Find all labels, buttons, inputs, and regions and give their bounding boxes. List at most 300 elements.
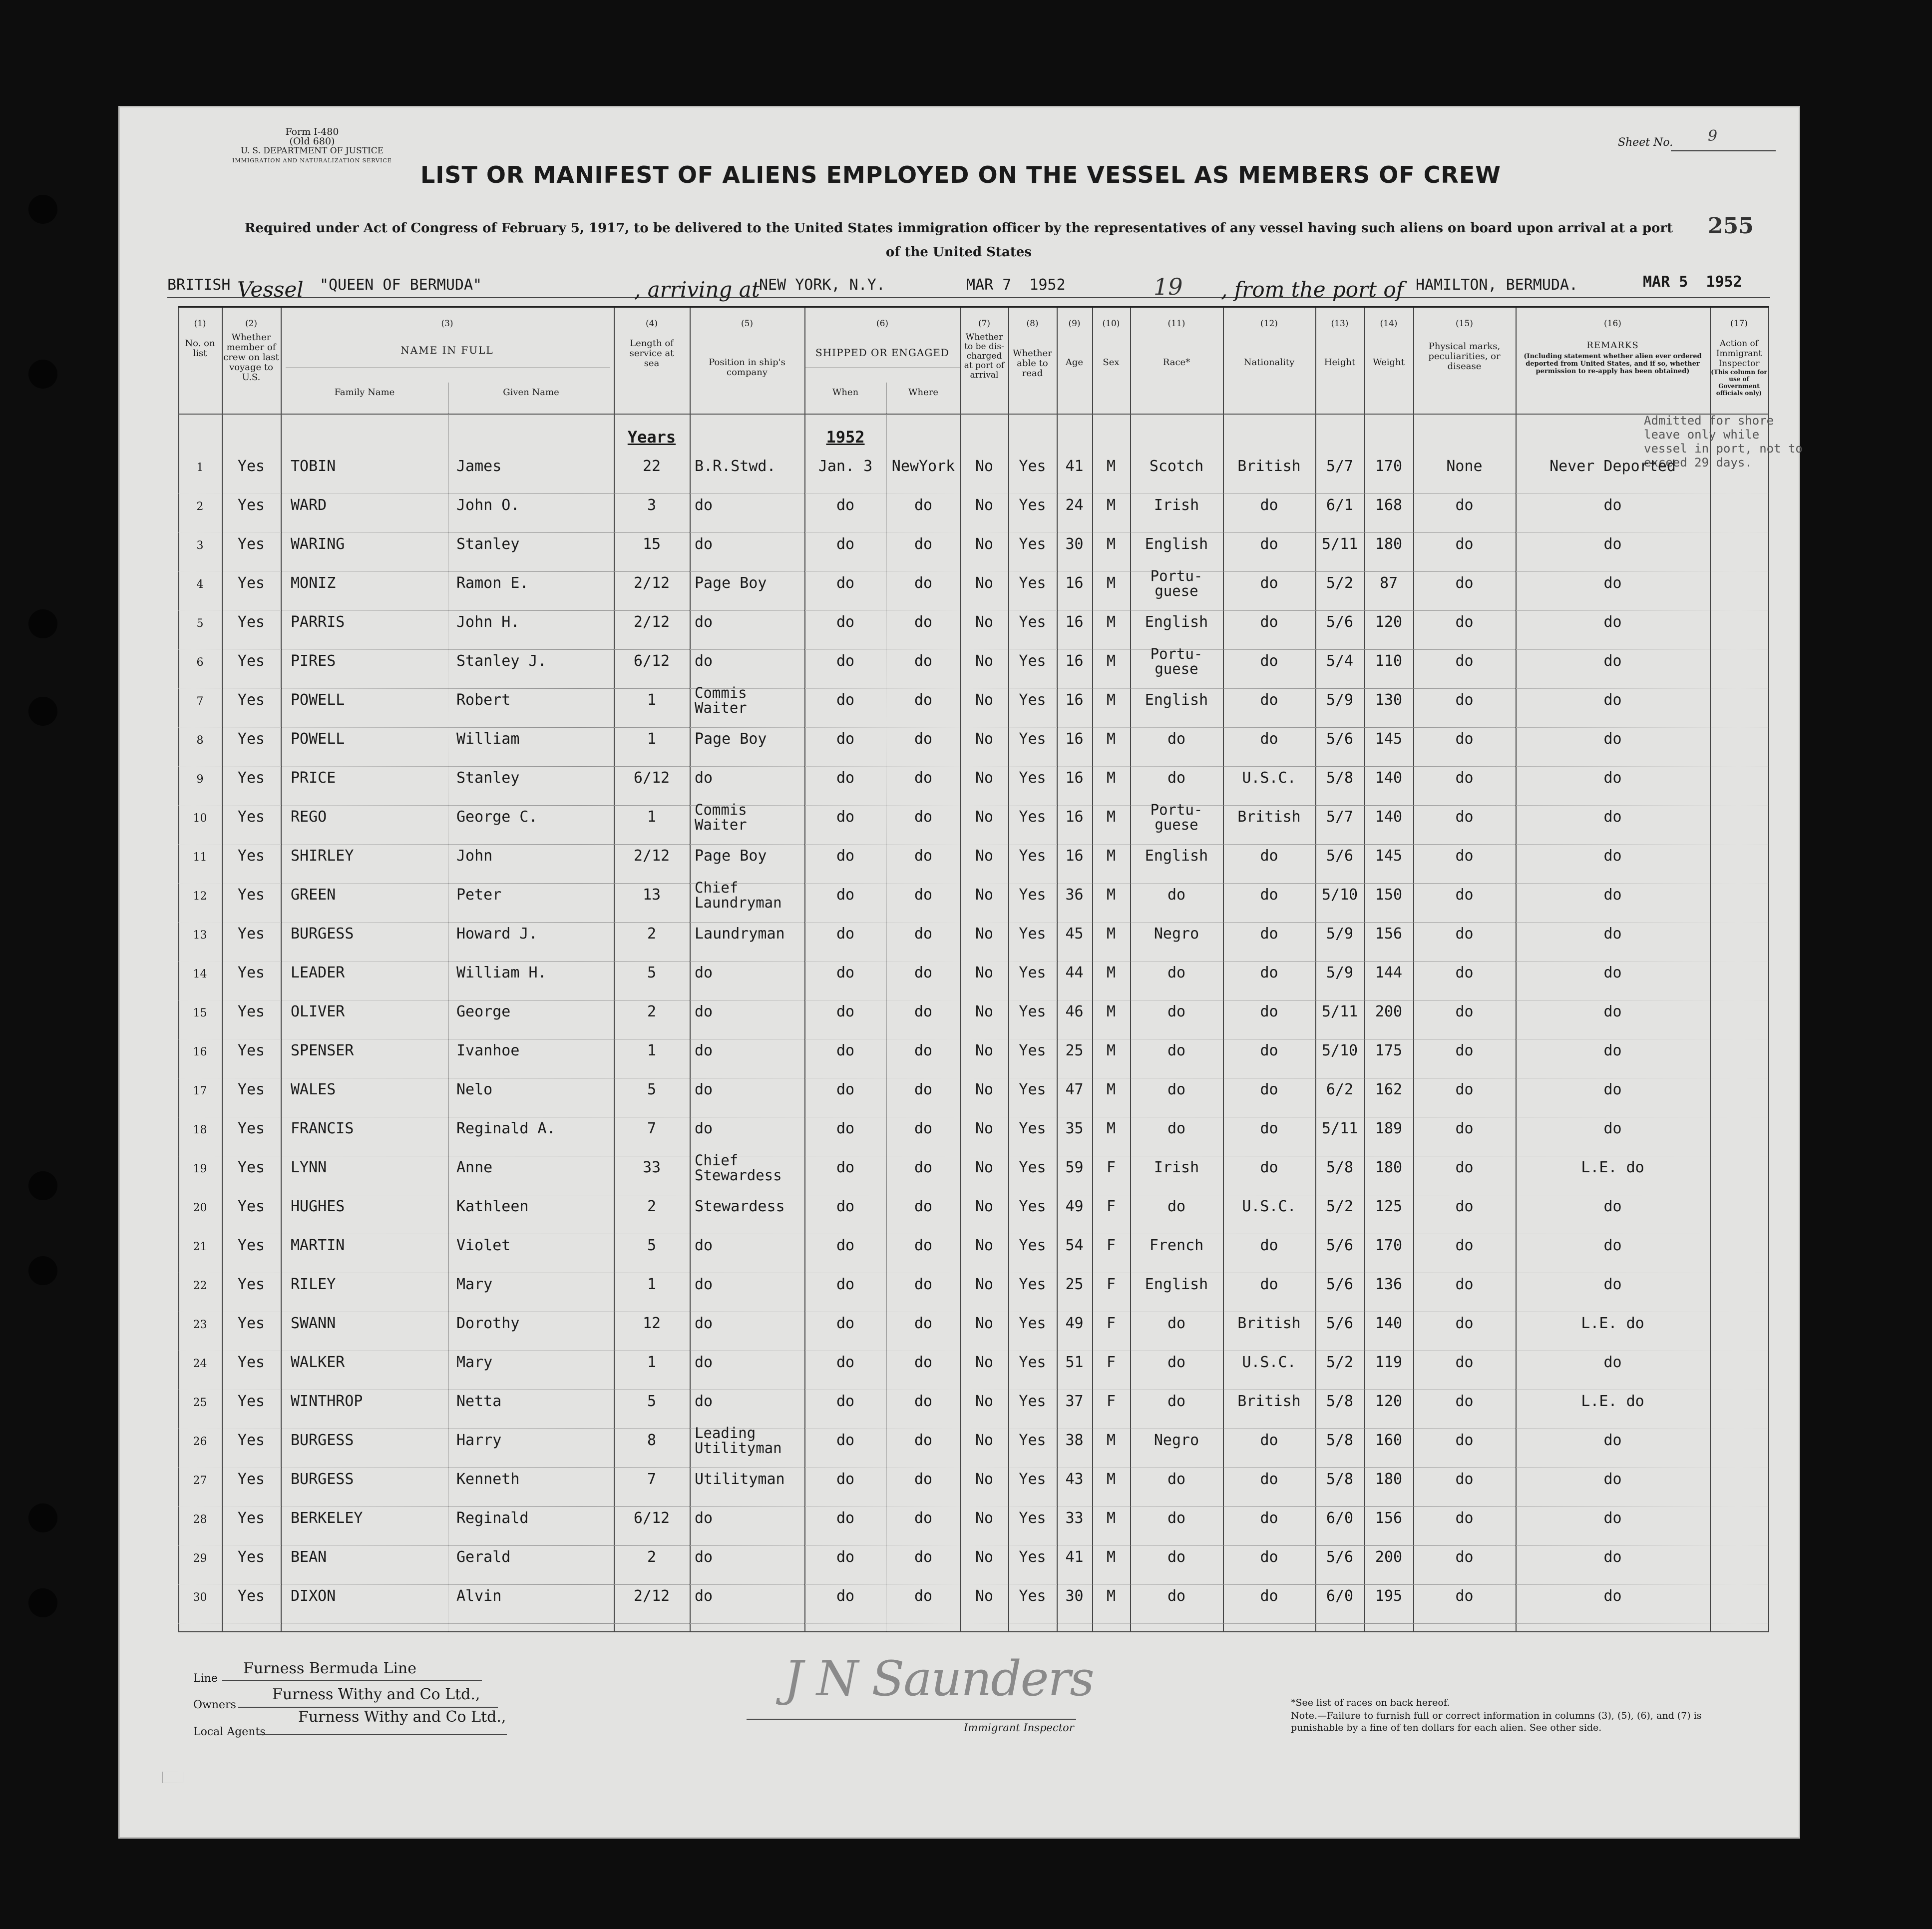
family-name: LEADER xyxy=(291,964,345,981)
position: do xyxy=(695,1003,713,1020)
shipped-when: do xyxy=(836,1081,855,1098)
position: do xyxy=(695,1081,713,1098)
given-name: Netta xyxy=(456,1393,502,1410)
height: 5/4 xyxy=(1326,652,1354,670)
last-voyage: Yes xyxy=(237,1276,265,1293)
departure-date-stamp: MAR 5 1952 xyxy=(1643,273,1742,291)
remarks: do xyxy=(1603,925,1622,943)
race: Negro xyxy=(1154,925,1199,943)
able-to-read: Yes xyxy=(1019,613,1046,631)
owners-value: Furness Withy and Co Ltd., xyxy=(272,1686,480,1703)
remarks: Never Deported xyxy=(1549,458,1676,475)
col-line xyxy=(1768,308,1769,1631)
physical-marks: do xyxy=(1455,1315,1474,1332)
discharge: No xyxy=(975,1548,994,1566)
age: 49 xyxy=(1065,1315,1084,1332)
last-voyage: Yes xyxy=(237,458,265,475)
service-length: 1 xyxy=(647,1276,657,1293)
discharge: No xyxy=(975,964,994,981)
remarks: do xyxy=(1603,1432,1622,1449)
punch-hole xyxy=(28,195,57,224)
position: Chief Laundryman xyxy=(695,879,782,911)
nationality: British xyxy=(1237,1393,1301,1410)
col7-number: (7) xyxy=(978,319,991,329)
nationality: do xyxy=(1260,1159,1278,1176)
race: English xyxy=(1145,847,1208,865)
nationality: British xyxy=(1237,808,1301,826)
row-divider xyxy=(178,571,1769,572)
physical-marks: do xyxy=(1455,1432,1474,1449)
last-voyage: Yes xyxy=(237,808,265,826)
shipped-when: do xyxy=(836,1198,855,1215)
nationality: do xyxy=(1260,1237,1278,1254)
row-divider xyxy=(178,1584,1769,1585)
able-to-read: Yes xyxy=(1019,458,1046,475)
race: do xyxy=(1167,1354,1186,1371)
able-to-read: Yes xyxy=(1019,652,1046,670)
col16-subheader: (Including statement whether alien ever ordered deported from United States, and if so, whether permission to re-apply has been obtained) xyxy=(1524,353,1702,375)
year-1952-label: 1952 xyxy=(826,428,865,447)
row-divider xyxy=(178,649,1769,650)
height: 6/1 xyxy=(1326,496,1354,514)
age: 16 xyxy=(1065,730,1084,748)
col-line xyxy=(1710,308,1711,1631)
discharge: No xyxy=(975,496,994,514)
shipped-where: NewYork xyxy=(891,458,955,475)
shipped-where: do xyxy=(914,1003,933,1020)
shipped-when: do xyxy=(836,613,855,631)
physical-marks: do xyxy=(1455,574,1474,592)
col8-number: (8) xyxy=(1026,319,1039,329)
row-number: 2 xyxy=(196,500,204,513)
race: do xyxy=(1167,1315,1186,1332)
able-to-read: Yes xyxy=(1019,1432,1046,1449)
shipped-where: do xyxy=(914,691,933,709)
nationality: British xyxy=(1237,458,1301,475)
service-length: 1 xyxy=(647,730,657,748)
race: English xyxy=(1145,535,1208,553)
nationality: U.S.C. xyxy=(1242,1198,1296,1215)
inspector-signature: J N Saunders xyxy=(784,1651,1094,1707)
given-name: Robert xyxy=(456,691,511,709)
last-voyage: Yes xyxy=(237,1432,265,1449)
family-name: BERKELEY xyxy=(291,1509,363,1527)
row-number: 22 xyxy=(193,1280,207,1292)
shipped-when: do xyxy=(836,1003,855,1020)
weight: 189 xyxy=(1375,1120,1403,1137)
able-to-read: Yes xyxy=(1019,1198,1046,1215)
row-number: 16 xyxy=(193,1046,207,1058)
service-length: 1 xyxy=(647,1354,657,1371)
remarks: do xyxy=(1603,535,1622,553)
weight: 140 xyxy=(1375,808,1403,826)
height: 5/10 xyxy=(1321,886,1358,904)
last-voyage: Yes xyxy=(237,1587,265,1605)
family-name: WALKER xyxy=(291,1354,345,1371)
col9-header: Age xyxy=(1065,357,1084,368)
able-to-read: Yes xyxy=(1019,1470,1046,1488)
punch-hole xyxy=(28,697,57,726)
race: Negro xyxy=(1154,1432,1199,1449)
shipped-when: do xyxy=(836,1470,855,1488)
shipped-where: do xyxy=(914,1276,933,1293)
age: 49 xyxy=(1065,1198,1084,1215)
family-name: WARD xyxy=(291,496,327,514)
last-voyage: Yes xyxy=(237,1470,265,1488)
age: 54 xyxy=(1065,1237,1084,1254)
row-number: 13 xyxy=(193,929,207,942)
race: do xyxy=(1167,1042,1186,1059)
last-voyage: Yes xyxy=(237,1198,265,1215)
sex: M xyxy=(1106,1470,1116,1488)
service-length: 13 xyxy=(642,886,661,904)
position: Utilityman xyxy=(695,1470,785,1488)
arriving-label: , arriving at xyxy=(634,277,760,302)
row-divider xyxy=(178,883,1769,884)
vessel-info-row xyxy=(167,268,1770,302)
weight: 160 xyxy=(1375,1432,1403,1449)
line-rule xyxy=(222,1680,482,1681)
last-voyage: Yes xyxy=(237,1354,265,1371)
remarks: do xyxy=(1603,808,1622,826)
weight: 200 xyxy=(1375,1003,1403,1020)
sex: M xyxy=(1106,1548,1116,1566)
col3-number: (3) xyxy=(441,319,453,329)
family-name: GREEN xyxy=(291,886,336,904)
sex: M xyxy=(1106,1120,1116,1137)
race: do xyxy=(1167,1587,1186,1605)
discharge: No xyxy=(975,1159,994,1176)
height: 5/6 xyxy=(1326,730,1354,748)
nationality: do xyxy=(1260,925,1278,943)
last-voyage: Yes xyxy=(237,1081,265,1098)
nationality: do xyxy=(1260,847,1278,865)
physical-marks: do xyxy=(1455,613,1474,631)
age: 38 xyxy=(1065,1432,1084,1449)
family-name: SWANN xyxy=(291,1315,336,1332)
given-name: Anne xyxy=(456,1159,493,1176)
shipped-when: do xyxy=(836,1237,855,1254)
weight: 170 xyxy=(1375,458,1403,475)
able-to-read: Yes xyxy=(1019,691,1046,709)
race: Irish xyxy=(1154,1159,1199,1176)
col5-header: Position in ship's company xyxy=(709,357,785,378)
col1-number: (1) xyxy=(194,319,206,329)
sex: M xyxy=(1106,964,1116,981)
vessel-name: "QUEEN OF BERMUDA" xyxy=(320,276,482,294)
col6-number: (6) xyxy=(876,319,889,329)
position: do xyxy=(695,652,713,670)
age: 30 xyxy=(1065,535,1084,553)
remarks: L.E. do xyxy=(1581,1159,1644,1176)
family-name: BEAN xyxy=(291,1548,327,1566)
weight: 119 xyxy=(1375,1354,1403,1371)
col4-number: (4) xyxy=(645,319,658,329)
remarks: do xyxy=(1603,1548,1622,1566)
able-to-read: Yes xyxy=(1019,1042,1046,1059)
nationality: do xyxy=(1260,1432,1278,1449)
remarks: do xyxy=(1603,691,1622,709)
shipped-where: do xyxy=(914,769,933,787)
discharge: No xyxy=(975,1042,994,1059)
col17-header: Action of Immigrant Inspector xyxy=(1716,339,1762,369)
nationality: do xyxy=(1260,574,1278,592)
remarks: do xyxy=(1603,1276,1622,1293)
remarks: do xyxy=(1603,1470,1622,1488)
line-label: Line xyxy=(193,1672,218,1685)
given-name: Ramon E. xyxy=(456,574,529,592)
service-length: 2/12 xyxy=(633,574,670,592)
height: 5/6 xyxy=(1326,613,1354,631)
remarks: do xyxy=(1603,769,1622,787)
height: 5/6 xyxy=(1326,1548,1354,1566)
line-value: Furness Bermuda Line xyxy=(243,1660,417,1677)
race: Irish xyxy=(1154,496,1199,514)
sheet-number-line xyxy=(1671,150,1776,151)
row-number: 11 xyxy=(193,851,207,864)
weight: 120 xyxy=(1375,613,1403,631)
last-voyage: Yes xyxy=(237,1315,265,1332)
age: 25 xyxy=(1065,1276,1084,1293)
family-name: WALES xyxy=(291,1081,336,1098)
race: Portu- guese xyxy=(1150,801,1203,833)
race: English xyxy=(1145,613,1208,631)
sex: M xyxy=(1106,613,1116,631)
weight: 156 xyxy=(1375,925,1403,943)
last-voyage: Yes xyxy=(237,1509,265,1527)
row-number: 14 xyxy=(193,968,207,980)
discharge: No xyxy=(975,1276,994,1293)
remarks: do xyxy=(1603,1120,1622,1137)
race: do xyxy=(1167,1509,1186,1527)
race: do xyxy=(1167,1393,1186,1410)
height: 5/8 xyxy=(1326,1432,1354,1449)
given-name: Peter xyxy=(456,886,502,904)
nationality: do xyxy=(1260,652,1278,670)
height: 5/7 xyxy=(1326,458,1354,475)
discharge: No xyxy=(975,808,994,826)
service-length: 2 xyxy=(647,925,657,943)
able-to-read: Yes xyxy=(1019,1393,1046,1410)
race: do xyxy=(1167,1470,1186,1488)
position: Commis Waiter xyxy=(695,801,747,833)
last-voyage: Yes xyxy=(237,1003,265,1020)
position: Page Boy xyxy=(695,847,767,865)
shipped-when: do xyxy=(836,1587,855,1605)
service-length: 1 xyxy=(647,691,657,709)
age: 47 xyxy=(1065,1081,1084,1098)
height: 6/0 xyxy=(1326,1509,1354,1527)
family-name: HUGHES xyxy=(291,1198,345,1215)
shipped-where: do xyxy=(914,1509,933,1527)
family-name: BURGESS xyxy=(291,925,354,943)
physical-marks: do xyxy=(1455,1198,1474,1215)
physical-marks: do xyxy=(1455,1237,1474,1254)
age: 16 xyxy=(1065,769,1084,787)
shipped-when: do xyxy=(836,886,855,904)
shipped-where: do xyxy=(914,1315,933,1332)
height: 5/2 xyxy=(1326,574,1354,592)
last-voyage: Yes xyxy=(237,496,265,514)
last-voyage: Yes xyxy=(237,1159,265,1176)
given-name: Stanley xyxy=(456,535,520,553)
col12-header: Nationality xyxy=(1243,357,1295,368)
remarks: do xyxy=(1603,496,1622,514)
vessel-label: Vessel xyxy=(237,277,304,302)
family-name: WARING xyxy=(291,535,345,553)
position: do xyxy=(695,769,713,787)
weight: 170 xyxy=(1375,1237,1403,1254)
service-length: 2/12 xyxy=(633,613,670,631)
height: 5/11 xyxy=(1321,1120,1358,1137)
race: do xyxy=(1167,1081,1186,1098)
remarks: do xyxy=(1603,1198,1622,1215)
col13-header: Height xyxy=(1324,357,1356,368)
family-name: PRICE xyxy=(291,769,336,787)
service-length: 7 xyxy=(647,1470,657,1488)
row-number: 3 xyxy=(196,539,204,552)
weight: 180 xyxy=(1375,535,1403,553)
physical-marks: do xyxy=(1455,1003,1474,1020)
physical-marks: do xyxy=(1455,847,1474,865)
given-name: Gerald xyxy=(456,1548,511,1566)
col2-number: (2) xyxy=(245,319,258,329)
discharge: No xyxy=(975,1470,994,1488)
sex: M xyxy=(1106,691,1116,709)
position: do xyxy=(695,1587,713,1605)
given-name: James xyxy=(456,458,502,475)
agents-rule xyxy=(257,1734,507,1735)
col4-header: Length of service at sea xyxy=(629,338,674,369)
row-divider xyxy=(178,922,1769,923)
height: 5/7 xyxy=(1326,808,1354,826)
discharge: No xyxy=(975,535,994,553)
nationality: do xyxy=(1260,1276,1278,1293)
shipped-where: do xyxy=(914,1120,933,1137)
remarks: L.E. do xyxy=(1581,1315,1644,1332)
position: Stewardess xyxy=(695,1198,785,1215)
row-number: 21 xyxy=(193,1241,207,1253)
age: 45 xyxy=(1065,925,1084,943)
position: B.R.Stwd. xyxy=(695,458,776,475)
nationality: do xyxy=(1260,496,1278,514)
height: 5/9 xyxy=(1326,964,1354,981)
able-to-read: Yes xyxy=(1019,535,1046,553)
shipped-when: do xyxy=(836,574,855,592)
position: Laundryman xyxy=(695,925,785,943)
position: do xyxy=(695,1276,713,1293)
race: English xyxy=(1145,691,1208,709)
last-voyage: Yes xyxy=(237,1120,265,1137)
discharge: No xyxy=(975,1354,994,1371)
position: Chief Stewardess xyxy=(695,1152,782,1184)
col8-header: Whether able to read xyxy=(1013,348,1052,379)
agents-label: Local Agents xyxy=(193,1726,266,1738)
race: Scotch xyxy=(1149,458,1204,475)
last-voyage: Yes xyxy=(237,1042,265,1059)
shipped-where: do xyxy=(914,730,933,748)
last-voyage: Yes xyxy=(237,925,265,943)
position: Commis Waiter xyxy=(695,684,747,716)
position: do xyxy=(695,613,713,631)
weight: 120 xyxy=(1375,1393,1403,1410)
physical-marks: do xyxy=(1455,1509,1474,1527)
physical-marks: do xyxy=(1455,1393,1474,1410)
row-number: 1 xyxy=(196,462,204,474)
family-name: RILEY xyxy=(291,1276,336,1293)
nationality: U.S.C. xyxy=(1242,1354,1296,1371)
col14-number: (14) xyxy=(1380,319,1398,329)
last-voyage: Yes xyxy=(237,535,265,553)
shipped-when: do xyxy=(836,1276,855,1293)
page-stamp-number: 255 xyxy=(1708,213,1754,239)
row-divider xyxy=(178,766,1769,767)
age: 46 xyxy=(1065,1003,1084,1020)
discharge: No xyxy=(975,847,994,865)
discharge: No xyxy=(975,652,994,670)
weight: 140 xyxy=(1375,1315,1403,1332)
height: 5/8 xyxy=(1326,769,1354,787)
sex: F xyxy=(1106,1198,1116,1215)
height: 6/2 xyxy=(1326,1081,1354,1098)
weight: 87 xyxy=(1379,574,1398,592)
discharge: No xyxy=(975,925,994,943)
age: 16 xyxy=(1065,691,1084,709)
sex: F xyxy=(1106,1276,1116,1293)
service-length: 2/12 xyxy=(633,1587,670,1605)
nationality: do xyxy=(1260,730,1278,748)
departure-port: HAMILTON, BERMUDA. xyxy=(1416,276,1578,294)
position: do xyxy=(695,1393,713,1410)
last-voyage: Yes xyxy=(237,652,265,670)
discharge: No xyxy=(975,1237,994,1254)
remarks: do xyxy=(1603,1354,1622,1371)
from-port-label: , from the port of xyxy=(1221,277,1404,302)
weight: 110 xyxy=(1375,652,1403,670)
col12-number: (12) xyxy=(1260,319,1278,329)
service-length: 5 xyxy=(647,1237,657,1254)
nationality: do xyxy=(1260,1587,1278,1605)
weight: 175 xyxy=(1375,1042,1403,1059)
punch-hole xyxy=(28,609,57,638)
punch-hole xyxy=(28,1588,57,1617)
physical-marks: do xyxy=(1455,1042,1474,1059)
height: 5/6 xyxy=(1326,1237,1354,1254)
row-divider xyxy=(178,1467,1769,1468)
able-to-read: Yes xyxy=(1019,1315,1046,1332)
row-divider xyxy=(178,961,1769,962)
age: 59 xyxy=(1065,1159,1084,1176)
position: do xyxy=(695,496,713,514)
family-name: LYNN xyxy=(291,1159,327,1176)
col5-number: (5) xyxy=(741,319,754,329)
race: French xyxy=(1149,1237,1204,1254)
shipped-when: do xyxy=(836,808,855,826)
given-name: Ivanhoe xyxy=(456,1042,520,1059)
service-length: 1 xyxy=(647,808,657,826)
physical-marks: do xyxy=(1455,1120,1474,1137)
shipped-where: do xyxy=(914,1470,933,1488)
weight: 180 xyxy=(1375,1470,1403,1488)
discharge: No xyxy=(975,1393,994,1410)
remarks: L.E. do xyxy=(1581,1393,1644,1410)
shipped-when: do xyxy=(836,964,855,981)
col16-header: REMARKS xyxy=(1586,340,1639,351)
weight: 145 xyxy=(1375,847,1403,865)
physical-marks: do xyxy=(1455,496,1474,514)
height: 5/8 xyxy=(1326,1393,1354,1410)
position: Page Boy xyxy=(695,730,767,748)
